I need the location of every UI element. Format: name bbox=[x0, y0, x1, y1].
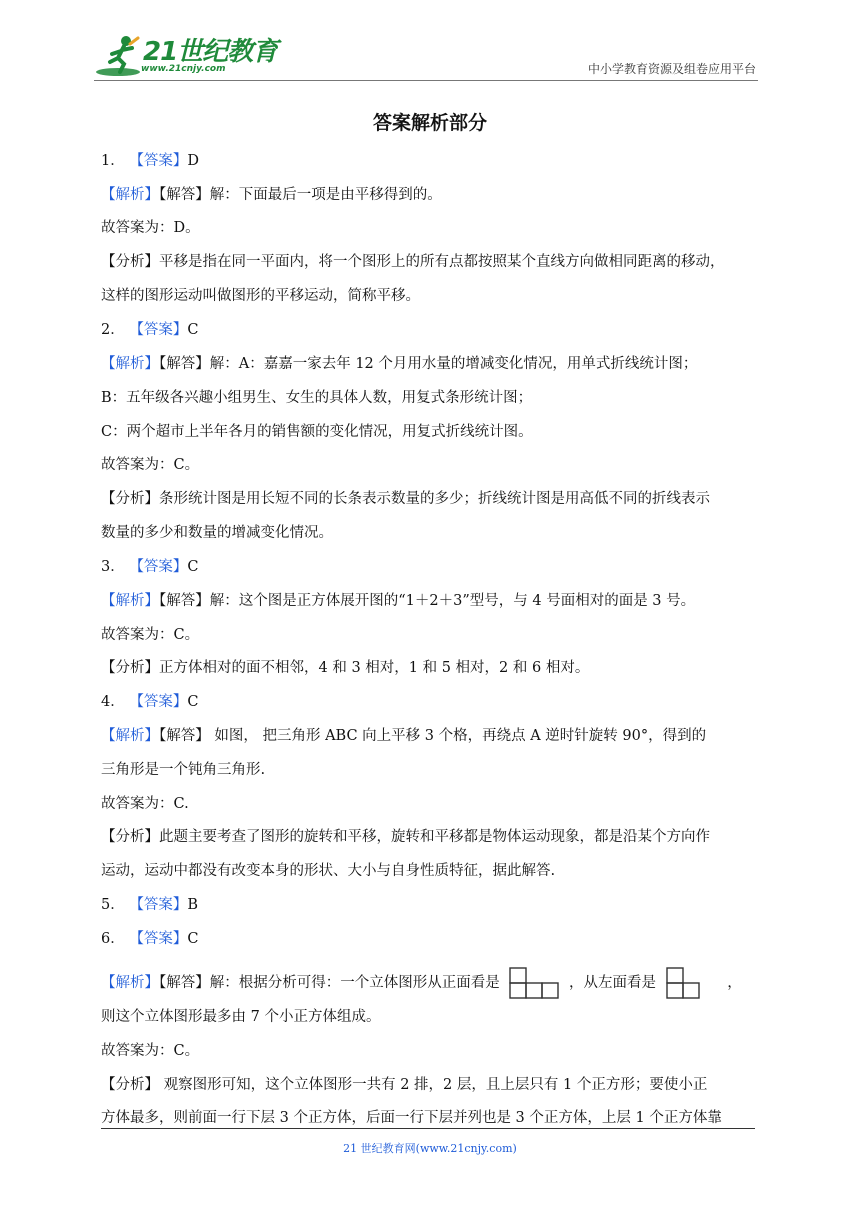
text-line: C：两个超市上半年各月的销售额的变化情况，用复式折线统计图。 bbox=[101, 424, 533, 440]
text-line-with-figures: 【解析】【解答】解：根据分析可得：一个立体图形从正面看是 ，从左面看是 ， bbox=[101, 966, 742, 1000]
text-line: 【解析】【解答】解：这个图是正方体展开图的“1＋2＋3”型号，与 4 号面相对的面是 3 号。 bbox=[101, 593, 696, 609]
text-line: 6． 【答案】C bbox=[101, 931, 199, 947]
text-line: 则这个立体图形最多由 7 个小正方体组成。 bbox=[101, 1009, 381, 1025]
text-line: 运动，运动中都没有改变本身的形状、大小与自身性质特征，据此解答. bbox=[101, 863, 556, 879]
text-line: 【分析】 观察图形可知，这个立体图形一共有 2 排，2 层，且上层只有 1 个正方形；要使小正 bbox=[101, 1077, 708, 1093]
text-line: 数量的多少和数量的增减变化情况。 bbox=[101, 525, 333, 541]
text-line: 【解析】【解答】解：A：嘉嘉一家去年 12 个月用水量的增减变化情况，用单式折线统计图； bbox=[101, 356, 698, 372]
text-line: 1． 【答案】D bbox=[101, 153, 199, 169]
text-line: 【分析】条形统计图是用长短不同的长条表示数量的多少；折线统计图是用高低不同的折线表示 bbox=[101, 491, 710, 507]
header-divider bbox=[94, 80, 758, 81]
text-line: 故答案为：D。 bbox=[101, 220, 200, 236]
text-line: 4． 【答案】C bbox=[101, 694, 199, 710]
text-line: 【解析】【解答】解：下面最后一项是由平移得到的。 bbox=[101, 187, 442, 203]
text-line: 方体最多，则前面一行下层 3 个正方体，后面一行下层并列也是 3 个正方体，上层 1 个正方体靠 bbox=[101, 1110, 722, 1126]
front-view-figure-icon bbox=[508, 966, 560, 1000]
text-line: 【解析】【解答】 如图， 把三角形 ABC 向上平移 3 个格，再绕点 A 逆时针旋转 90°，得到的 bbox=[101, 728, 707, 744]
footer-text: 21 世纪教育网(www.21cnjy.com) bbox=[343, 1142, 517, 1155]
text-line: 故答案为：C。 bbox=[101, 627, 200, 643]
text-line: 故答案为：C。 bbox=[101, 1043, 200, 1059]
page-header bbox=[0, 0, 860, 90]
footer-divider bbox=[101, 1128, 755, 1129]
text-line: 3． 【答案】C bbox=[101, 559, 199, 575]
text-line: 5． 【答案】B bbox=[101, 897, 198, 913]
text-line: 2． 【答案】C bbox=[101, 322, 199, 338]
text-line: 故答案为：C. bbox=[101, 796, 189, 812]
logo-text: 21世纪教育 bbox=[143, 37, 278, 67]
text-line: 三角形是一个钝角三角形. bbox=[101, 762, 266, 778]
logo-url: www.21cnjy.com bbox=[141, 64, 226, 74]
platform-name: 中小学教育资源及组卷应用平台 bbox=[587, 62, 756, 76]
left-view-figure-icon bbox=[665, 966, 701, 1000]
text-line: B：五年级各兴趣小组男生、女生的具体人数，用复式条形统计图； bbox=[101, 390, 533, 406]
text-line: 这样的图形运动叫做图形的平移运动，简称平移。 bbox=[101, 288, 420, 304]
text-line: 【分析】此题主要考查了图形的旋转和平移，旋转和平移都是物体运动现象，都是沿某个方向作 bbox=[101, 829, 710, 845]
text-line: 【分析】平移是指在同一平面内，将一个图形上的所有点都按照某个直线方向做相同距离的移动， bbox=[101, 254, 725, 270]
text-line: 【分析】正方体相对的面不相邻，4 和 3 相对，1 和 5 相对，2 和 6 相对。 bbox=[101, 660, 590, 676]
text-line: 故答案为：C。 bbox=[101, 457, 200, 473]
page-title: 答案解析部分 bbox=[372, 112, 487, 134]
